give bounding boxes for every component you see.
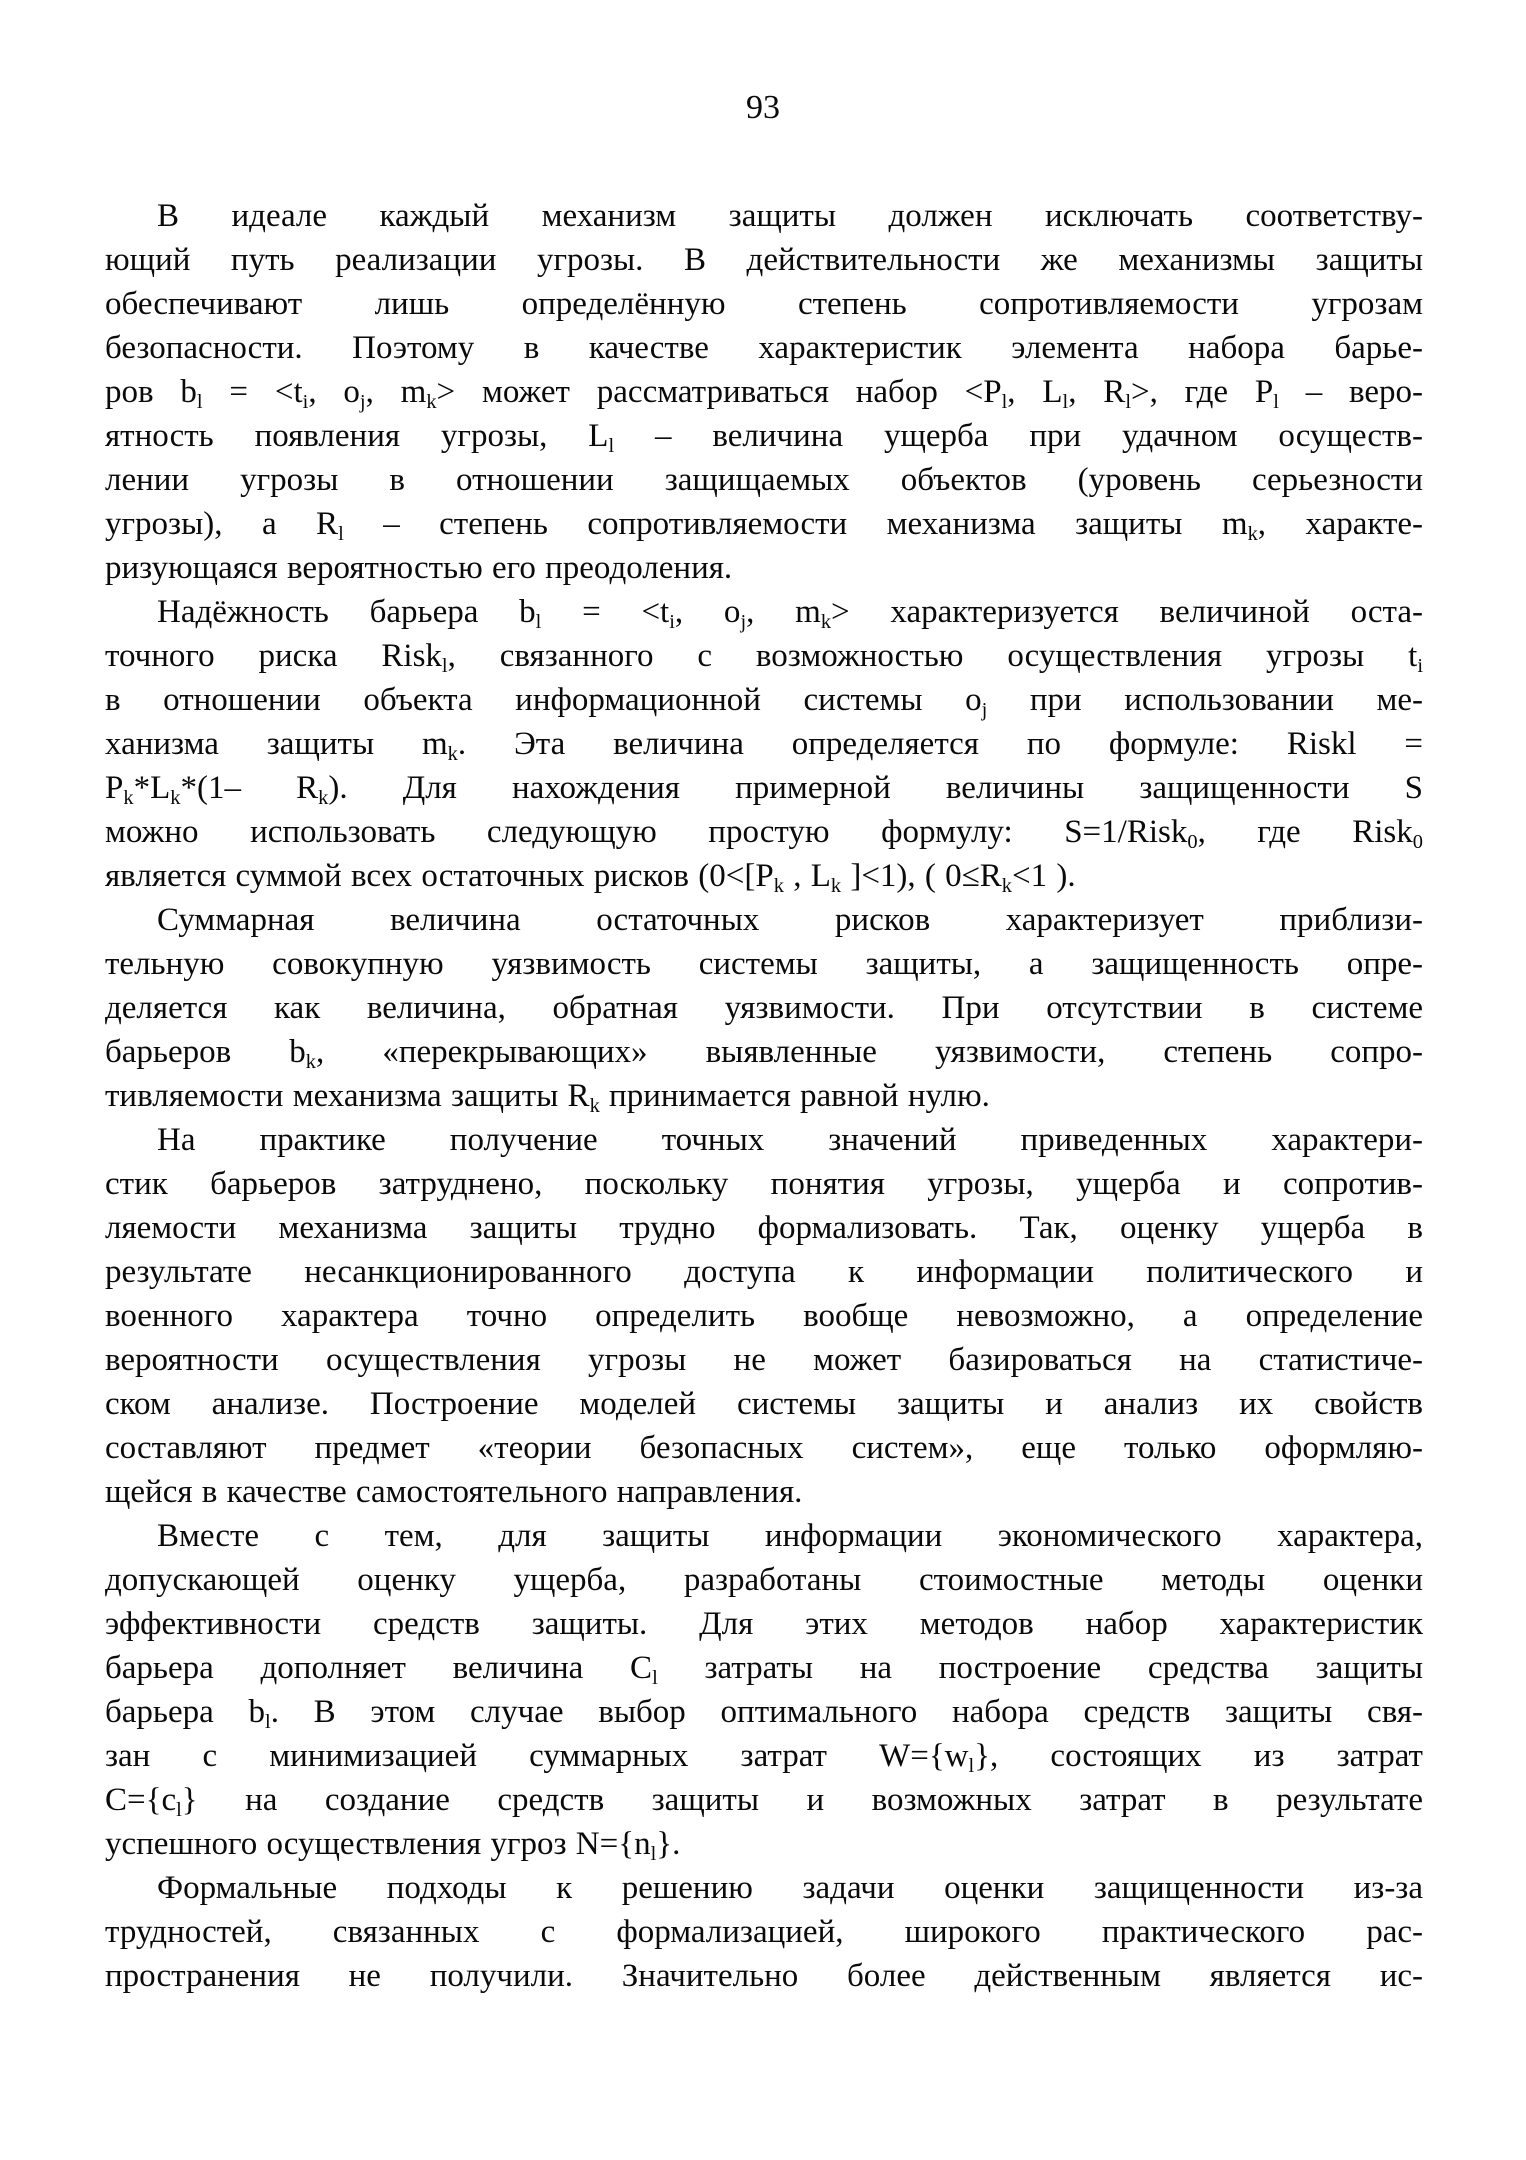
paragraph [105, 1118, 1423, 1514]
text-line: деляется как величина, обратная уязвимости. При отсутствии в системе [105, 990, 1423, 1026]
text-line: угрозы), а $R_l$ – степень сопротивляемости механизма защиты $m_k$, характе- [105, 506, 1424, 545]
text-line: Формальные подходы к решению задачи оценки защищенности из-за [157, 1870, 1423, 1906]
text-line: $C=\{c_l\}$ на создание средств защиты и возможных затрат в результате [105, 1782, 1423, 1821]
text-line: На практике получение точных значений приведенных характери- [157, 1122, 1423, 1158]
text-line: трудностей, связанных с формализацией, широкого практического рас- [105, 1914, 1423, 1950]
text-line: обеспечивают лишь определённую степень сопротивляемости угрозам [105, 286, 1423, 322]
text-line: составляют предмет «теории безопасных систем», еще только оформляю- [105, 1430, 1423, 1466]
text-line: ском анализе. Построение моделей системы защиты и анализ их свойств [105, 1386, 1423, 1422]
page-content [105, 194, 1423, 1998]
text-line: Надёжность барьера $b_l = <t_i$, $o_j$, $m_k>$ характеризуется величиной оста- [157, 594, 1423, 633]
text-line: безопасности. Поэтому в качестве характеристик элемента набора барье- [105, 330, 1423, 366]
text-line: точного риска Risk$_l$, связанного с возможностью осуществления угрозы $t_i$ [105, 638, 1423, 677]
text-line: тельную совокупную уязвимость системы защиты, а защищенность опре- [105, 946, 1423, 982]
text-line: является суммой всех остаточных рисков ($0<[P_k$ , $L_k$ ]<1), ( $0\le R_k<1$ ). [105, 858, 1076, 897]
text-line: результате несанкционированного доступа к информации политического и [105, 1254, 1423, 1290]
text-line: барьера дополняет величина $C_l$ затраты на построение средства защиты [105, 1650, 1423, 1689]
text-line: допускающей оценку ущерба, разработаны стоимостные методы оценки [105, 1562, 1423, 1598]
paragraph [105, 1866, 1423, 1998]
paragraph [105, 898, 1423, 1118]
paragraph [105, 194, 1423, 590]
text-line: барьеров $b_k$, «перекрывающих» выявленные уязвимости, степень сопро- [105, 1034, 1423, 1073]
text-line: ющий путь реализации угрозы. В действительности же механизмы защиты [105, 242, 1423, 278]
text-line: вероятности осуществления угрозы не может базироваться на статистиче- [105, 1342, 1423, 1378]
text-line: эффективности средств защиты. Для этих методов набор характеристик [105, 1606, 1423, 1642]
text-line: лении угрозы в отношении защищаемых объектов (уровень серьезности [105, 462, 1423, 498]
text-line: ятность появления угрозы, $L_l$ – величина ущерба при удачном осуществ- [105, 418, 1423, 457]
text-line: успешного осуществления угроз $N=\{n_l\}$. [105, 1826, 681, 1865]
paragraph [105, 590, 1423, 898]
text-line: В идеале каждый механизм защиты должен исключать соответству- [157, 198, 1423, 234]
text-line: зан с минимизацией суммарных затрат $W=\{w_l\}$, состоящих из затрат [105, 1738, 1423, 1777]
text-line: стик барьеров затруднено, поскольку понятия угрозы, ущерба и сопротив- [105, 1166, 1423, 1202]
paragraph [105, 1514, 1423, 1866]
text-line: $P_k*L_k*(1-$ $R_k$). Для нахождения примерной величины защищенности S [105, 770, 1423, 809]
text-line: ров $b_l = <t_i$, $o_j$, $m_k>$ может рассматриваться набор $<P_l$, $L_l$, $R_l>$, где $P_l$ – веро- [105, 374, 1424, 413]
text-line: Вместе с тем, для защиты информации экономического характера, [157, 1518, 1423, 1554]
text-line: ризующаяся вероятностью его преодоления. [105, 550, 733, 586]
text-line: ханизма защиты $m_k$. Эта величина определяется по формуле: Riskl = [105, 726, 1423, 765]
text-line: Суммарная величина остаточных рисков характеризует приблизи- [157, 902, 1423, 938]
text-line: тивляемости механизма защиты $R_k$ принимается равной нулю. [105, 1078, 990, 1117]
page-number: 93 [746, 89, 780, 126]
text-line: военного характера точно определить вообще невозможно, а определение [105, 1298, 1423, 1334]
text-line: пространения не получили. Значительно более действенным является ис- [105, 1958, 1423, 1994]
text-line: ляемости механизма защиты трудно формализовать. Так, оценку ущерба в [105, 1210, 1423, 1246]
text-line: барьера $b_l$. В этом случае выбор оптимального набора средств защиты свя- [105, 1694, 1424, 1733]
text-line: в отношении объекта информационной системы $o_j$ при использовании ме- [105, 682, 1423, 721]
text-line: щейся в качестве самостоятельного направления. [105, 1474, 803, 1510]
text-line: можно использовать следующую простую формулу: S=1/Risk$_0$, где Risk$_0$ [105, 814, 1423, 853]
